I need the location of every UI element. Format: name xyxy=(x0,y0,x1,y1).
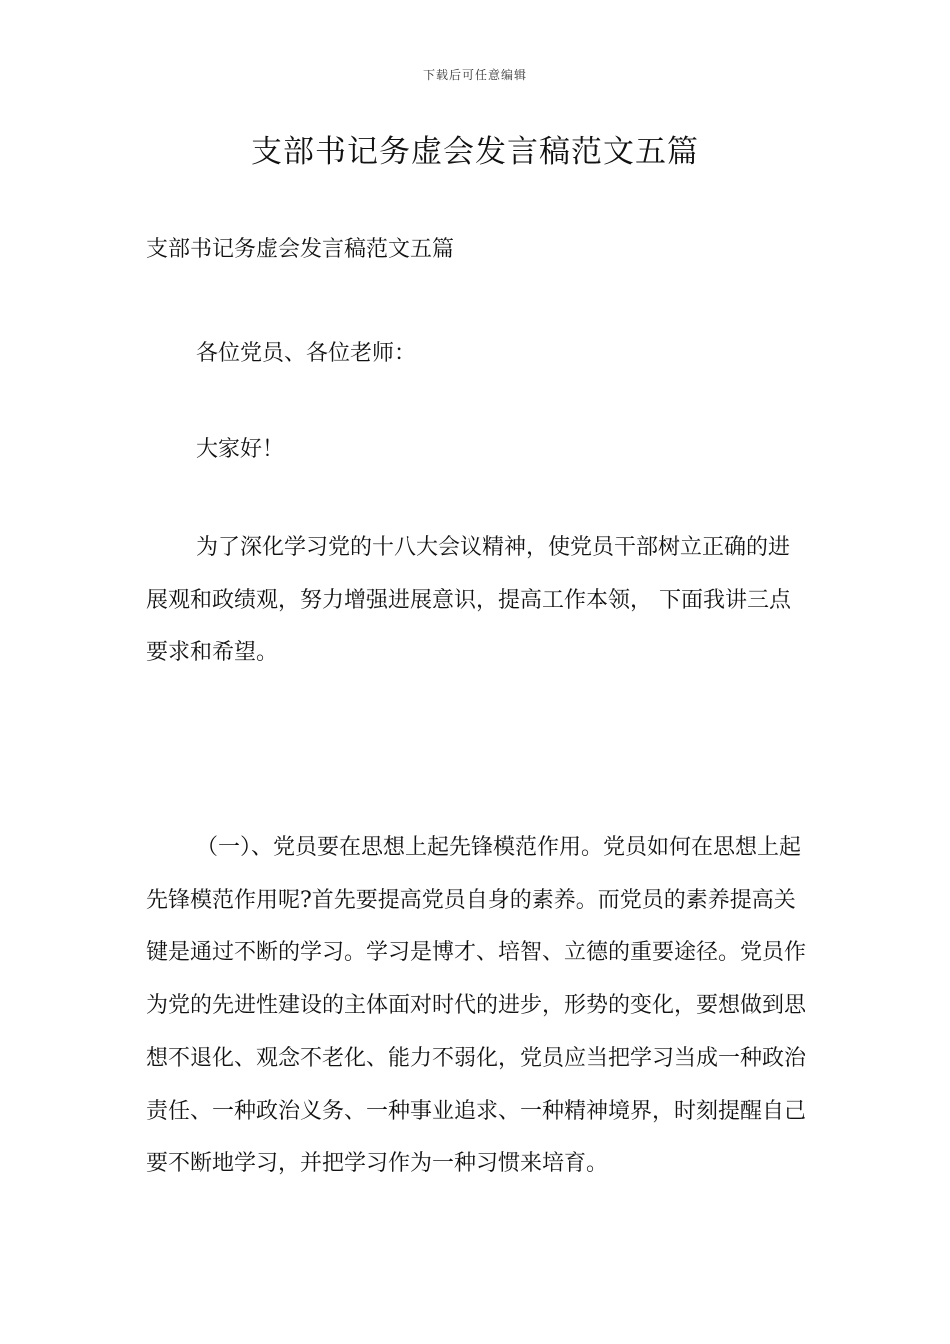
document-subtitle: 支部书记务虚会发言稿范文五篇 xyxy=(146,237,455,262)
greeting-paragraph: 各位党员、各位老师： xyxy=(196,341,417,366)
document-title: 支部书记务虚会发言稿范文五篇 xyxy=(251,134,699,170)
intro-paragraph: 为了深化学习党的十八大会议精神，使党员干部树立正确的进展观和政绩观，努力增强进展意识，提高工作本领， 下面我讲三点要求和希望。 xyxy=(146,535,791,665)
hello-paragraph: 大家好！ xyxy=(196,437,285,462)
header-note: 下载后可任意编辑 xyxy=(422,68,527,82)
section-one-paragraph: （一）、党员要在思想上起先锋模范作用。党员如何在思想上起先锋模范作用呢?首先要提高党员自身的素养。而党员的素养提高关键是通过不断的学习。学习是博才、培智、立德的重要途径。党员作为党的先进性建设的主体面对时代的进步，形势的变化，要想做到思想不退化、观念不老化、能力不弱化，党员应当把学习当成一种政治责任、一种政治义务、一种事业追求、一种精神境界，时刻提醒自己要不断地学习，并把学习作为一种习惯来培育。 xyxy=(146,835,807,1177)
